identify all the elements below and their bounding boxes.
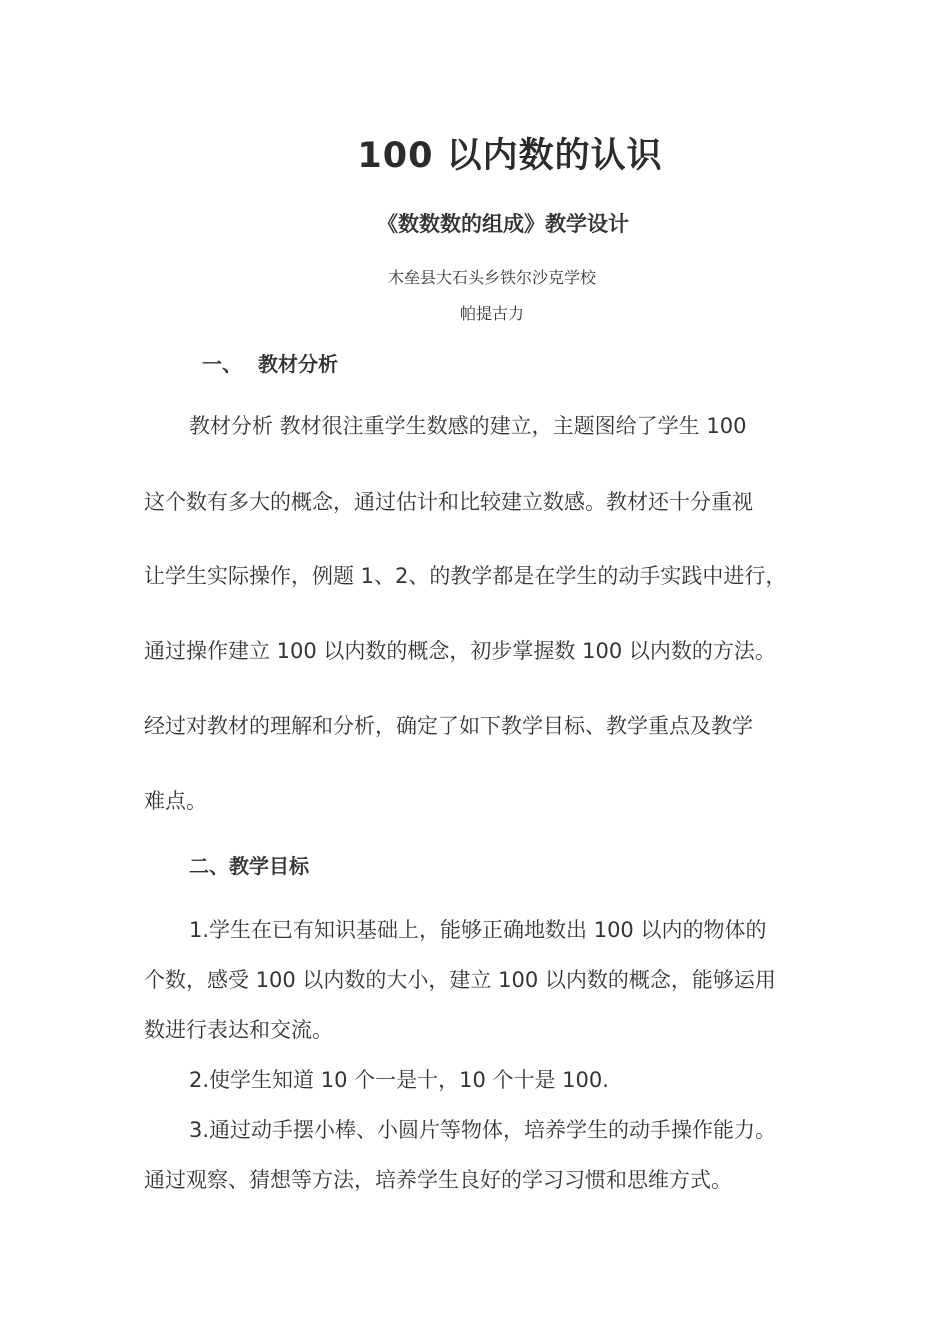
paragraph-line: 2.使学生知道 10 个一是十，10 个十是 100. [189,1068,609,1092]
paragraph-line: 通过观察、猜想等方法，培养学生良好的学习习惯和思维方式。 [144,1168,732,1192]
document-subtitle: 《数数数的组成》教学设计 [377,212,629,236]
paragraph-line: 通过操作建立 100 以内数的概念，初步掌握数 100 以内数的方法。 [144,639,776,663]
section-title: 教材分析 [258,352,338,376]
paragraph-line: 3.通过动手摆小棒、小圆片等物体，培养学生的动手操作能力。 [189,1118,777,1142]
section-heading-1 [202,348,338,377]
author-name: 帕提古力 [459,304,524,323]
paragraph-line: 难点。 [144,789,207,813]
paragraph-line: 数进行表达和交流。 [144,1018,333,1042]
paragraph-line: 经过对教材的理解和分析，确定了如下教学目标、教学重点及教学 [144,714,753,738]
paragraph-line: 让学生实际操作，例题 1、2、的教学都是在学生的动手实践中进行， [144,564,787,588]
school-name: 木垒县大石头乡铁尔沙克学校 [387,268,596,287]
paragraph-line: 教材分析 教材很注重学生数感的建立，主题图给了学生 100 [189,414,747,438]
section-number: 一、 [202,352,242,376]
paragraph-line: 这个数有多大的概念，通过估计和比较建立数感。教材还十分重视 [144,490,753,514]
paragraph-line: 个数，感受 100 以内数的大小，建立 100 以内数的概念，能够运用 [144,968,776,992]
section-heading-2: 二、教学目标 [189,854,309,878]
document-title: 100 以内数的认识 [357,136,663,176]
paragraph-line: 1.学生在已有知识基础上，能够正确地数出 100 以内的物体的 [189,918,767,942]
